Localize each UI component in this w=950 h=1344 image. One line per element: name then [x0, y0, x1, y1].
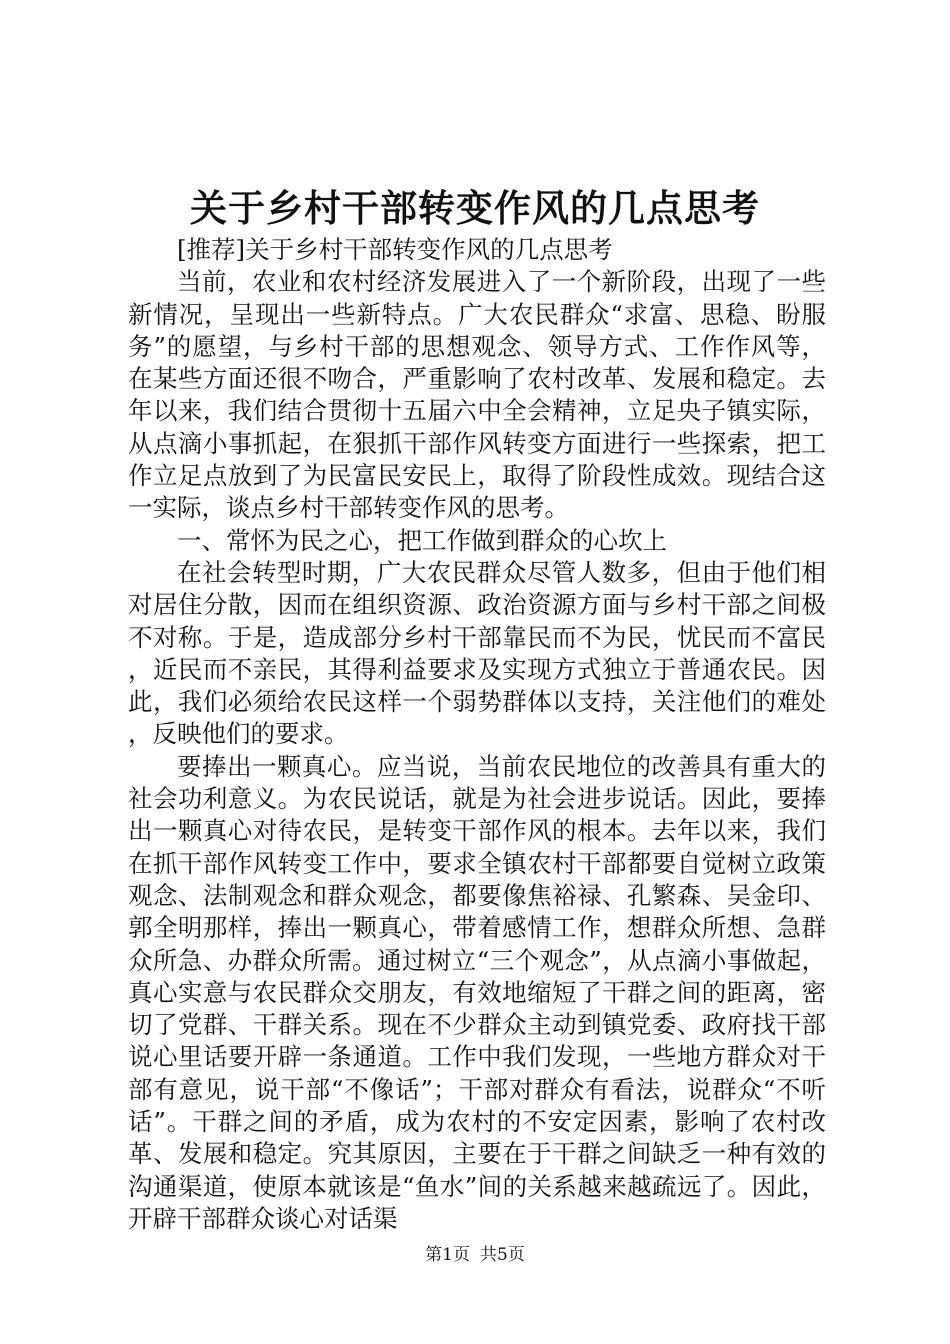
section-heading-1: 一、常怀为民之心，把工作做到群众的心坎上	[177, 525, 667, 555]
page-number: 第1页	[425, 1245, 470, 1265]
paragraph-intro: 当前，农业和农村经济发展进入了一个新阶段，出现了一些新情况，呈现出一些新特点。广大农民群众“求富、思稳、盼服务”的愿望，与乡村干部的思想观念、领导方式、工作作风等，在某些方面还很不吻合，严重影响了农村改革、发展和稳定。去年以来，我们结合贯彻十五届六中全会精神，立足央子镇实际，从点滴小事抓起，在狠抓干部作风转变方面进行一些探索，把工作立足点放到了为民富民安民上，取得了阶段性成效。现结合这一实际，谈点乡村干部转变作风的思考。	[128, 267, 826, 523]
paragraph-true-heart: 要捧出一颗真心。应当说，当前农民地位的改善具有重大的社会功利意义。为农民说话，就是为社会进步说话。因此，要捧出一颗真心对待农民，是转变干部作风的根本。去年以来，我们在抓干部作风转变工作中，要求全镇农村干部都要自觉树立政策观念、法制观念和群众观念，都要像焦裕禄、孔繁森、吴金印、郭全明那样，捧出一颗真心，带着感情工作，想群众所想、急群众所急、办群众所需。通过树立“三个观念”，从点滴小事做起，真心实意与农民群众交朋友，有效地缩短了干群之间的距离，密切了党群、干群关系。现在不少群众主动到镇党委、政府找干部说心里话要开辟一条通道。工作中我们发现，一些地方群众对干部有意见，说干部“不像话”；干部对群众有看法，说群众“不听话”。干群之间的矛盾，成为农村的不安定因素，影响了农村改革、发展和稳定。究其原因，主要在于干群之间缺乏一种有效的沟通渠道，使原本就该是“鱼水”间的关系越来越疏远了。因此，开辟干部群众谈心对话渠	[128, 751, 826, 1233]
page-footer	[0, 1243, 950, 1267]
paragraph-social-transition: 在社会转型时期，广大农民群众尽管人数多，但由于他们相对居住分散，因而在组织资源、政治资源方面与乡村干部之间极不对称。于是，造成部分乡村干部靠民而不为民，忧民而不富民，近民而不亲民，其得利益要求及实现方式独立于普通农民。因此，我们必须给农民这样一个弱势群体以支持，关注他们的难处，反映他们的要求。	[128, 557, 826, 749]
page-total: 共5页	[480, 1245, 525, 1265]
document-body	[128, 234, 826, 1235]
document-title: 关于乡村干部转变作风的几点思考	[190, 186, 760, 230]
paragraph-recommend-line: [推荐]关于乡村干部转变作风的几点思考	[177, 235, 613, 264]
